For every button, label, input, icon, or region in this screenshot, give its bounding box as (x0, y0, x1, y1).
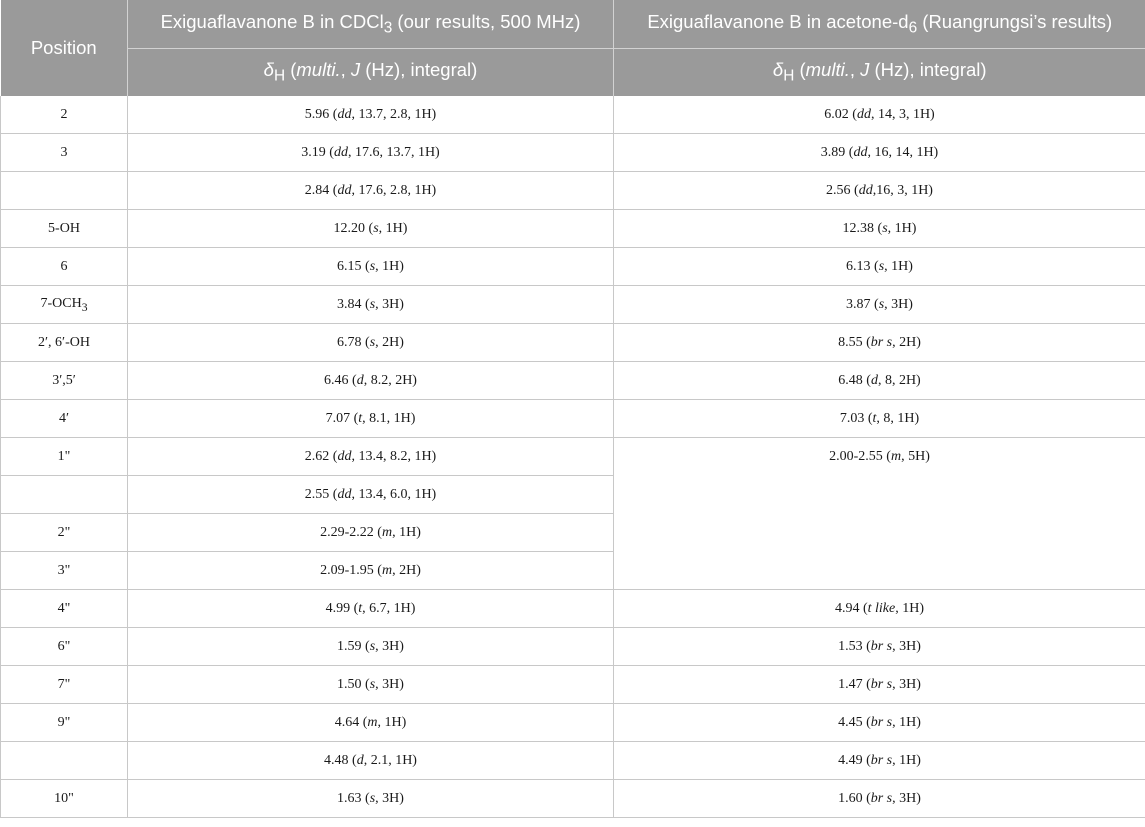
table-row (1, 742, 1145, 780)
position-cell (1, 742, 128, 780)
table-row (1, 666, 1145, 704)
table-row (1, 400, 1145, 438)
position-cell: 2" (1, 514, 128, 552)
header-position: Position (1, 0, 128, 96)
position-cell: 9" (1, 704, 128, 742)
table-row (1, 362, 1145, 400)
our-shift-cell: 1.50 (s, 3H) (128, 666, 614, 704)
our-shift-cell: 4.64 (m, 1H) (128, 704, 614, 742)
literature-shift-cell: 3.89 (dd, 16, 14, 1H) (614, 134, 1145, 172)
position-cell: $7-OCH_3$ (1, 286, 128, 324)
our-shift-cell: 6.15 (s, 1H) (128, 248, 614, 286)
literature-shift-cell: 4.49 (br s, 1H) (614, 742, 1145, 780)
literature-shift-cell: 2.56 (dd,16, 3, 1H) (614, 172, 1145, 210)
table-row (1, 438, 1145, 476)
literature-shift-cell: 4.94 (t like, 1H) (614, 590, 1145, 628)
position-cell: 10" (1, 780, 128, 818)
subheader-our-results: $\delta_H$ (multi., J (Hz), integral) (128, 49, 614, 97)
position-cell: 3′,5′ (1, 362, 128, 400)
literature-shift-cell: 6.48 (d, 8, 2H) (614, 362, 1145, 400)
literature-shift-cell: 4.45 (br s, 1H) (614, 704, 1145, 742)
header-our-results: Exiguaflavanone B in CDCl$_3$ (our results, 500 MHz) (128, 0, 614, 49)
our-shift-cell: 1.63 (s, 3H) (128, 780, 614, 818)
our-shift-cell: 3.84 (s, 3H) (128, 286, 614, 324)
our-shift-cell: 2.29-2.22 (m, 1H) (128, 514, 614, 552)
our-shift-cell: 7.07 (t, 8.1, 1H) (128, 400, 614, 438)
position-cell (1, 172, 128, 210)
table-row (1, 628, 1145, 666)
literature-shift-cell: 3.87 (s, 3H) (614, 286, 1145, 324)
literature-shift-cell: 6.13 (s, 1H) (614, 248, 1145, 286)
position-cell: 4" (1, 590, 128, 628)
header-literature-results: Exiguaflavanone B in acetone-$d_6$ (Ruangrungsi’s results) (614, 0, 1145, 49)
position-cell: 4′ (1, 400, 128, 438)
table-row (1, 96, 1145, 134)
position-cell: 2′, 6′-OH (1, 324, 128, 362)
table-row (1, 210, 1145, 248)
table-row (1, 172, 1145, 210)
position-cell: 6 (1, 248, 128, 286)
our-shift-cell: 1.59 (s, 3H) (128, 628, 614, 666)
literature-shift-cell: 1.53 (br s, 3H) (614, 628, 1145, 666)
literature-shift-cell: 12.38 (s, 1H) (614, 210, 1145, 248)
table-row (1, 780, 1145, 818)
table-header (1, 0, 1145, 96)
our-shift-cell: 4.48 (d, 2.1, 1H) (128, 742, 614, 780)
position-cell: 5-OH (1, 210, 128, 248)
literature-shift-cell: 8.55 (br s, 2H) (614, 324, 1145, 362)
literature-shift-cell: 7.03 (t, 8, 1H) (614, 400, 1145, 438)
our-shift-cell: 12.20 (s, 1H) (128, 210, 614, 248)
literature-shift-cell: 6.02 (dd, 14, 3, 1H) (614, 96, 1145, 134)
our-shift-cell: 5.96 (dd, 13.7, 2.8, 1H) (128, 96, 614, 134)
our-shift-cell: 6.78 (s, 2H) (128, 324, 614, 362)
our-shift-cell: 6.46 (d, 8.2, 2H) (128, 362, 614, 400)
table-row (1, 324, 1145, 362)
table-row (1, 704, 1145, 742)
position-cell: 1" (1, 438, 128, 476)
position-cell: 7" (1, 666, 128, 704)
table-row (1, 286, 1145, 324)
table-row (1, 248, 1145, 286)
position-cell (1, 476, 128, 514)
position-cell: 6" (1, 628, 128, 666)
our-shift-cell: 2.84 (dd, 17.6, 2.8, 1H) (128, 172, 614, 210)
table-row (1, 134, 1145, 172)
position-cell: 3" (1, 552, 128, 590)
our-shift-cell: 2.09-1.95 (m, 2H) (128, 552, 614, 590)
literature-shift-cell: 1.47 (br s, 3H) (614, 666, 1145, 704)
table-body (1, 96, 1145, 818)
literature-shift-cell: 2.00-2.55 (m, 5H) (614, 438, 1145, 590)
position-cell: 2 (1, 96, 128, 134)
our-shift-cell: 2.55 (dd, 13.4, 6.0, 1H) (128, 476, 614, 514)
literature-shift-cell: 1.60 (br s, 3H) (614, 780, 1145, 818)
our-shift-cell: 2.62 (dd, 13.4, 8.2, 1H) (128, 438, 614, 476)
our-shift-cell: 4.99 (t, 6.7, 1H) (128, 590, 614, 628)
subheader-literature-results: $\delta_H$ (multi., J (Hz), integral) (614, 49, 1145, 97)
our-shift-cell: 3.19 (dd, 17.6, 13.7, 1H) (128, 134, 614, 172)
position-cell: 3 (1, 134, 128, 172)
table-row (1, 590, 1145, 628)
